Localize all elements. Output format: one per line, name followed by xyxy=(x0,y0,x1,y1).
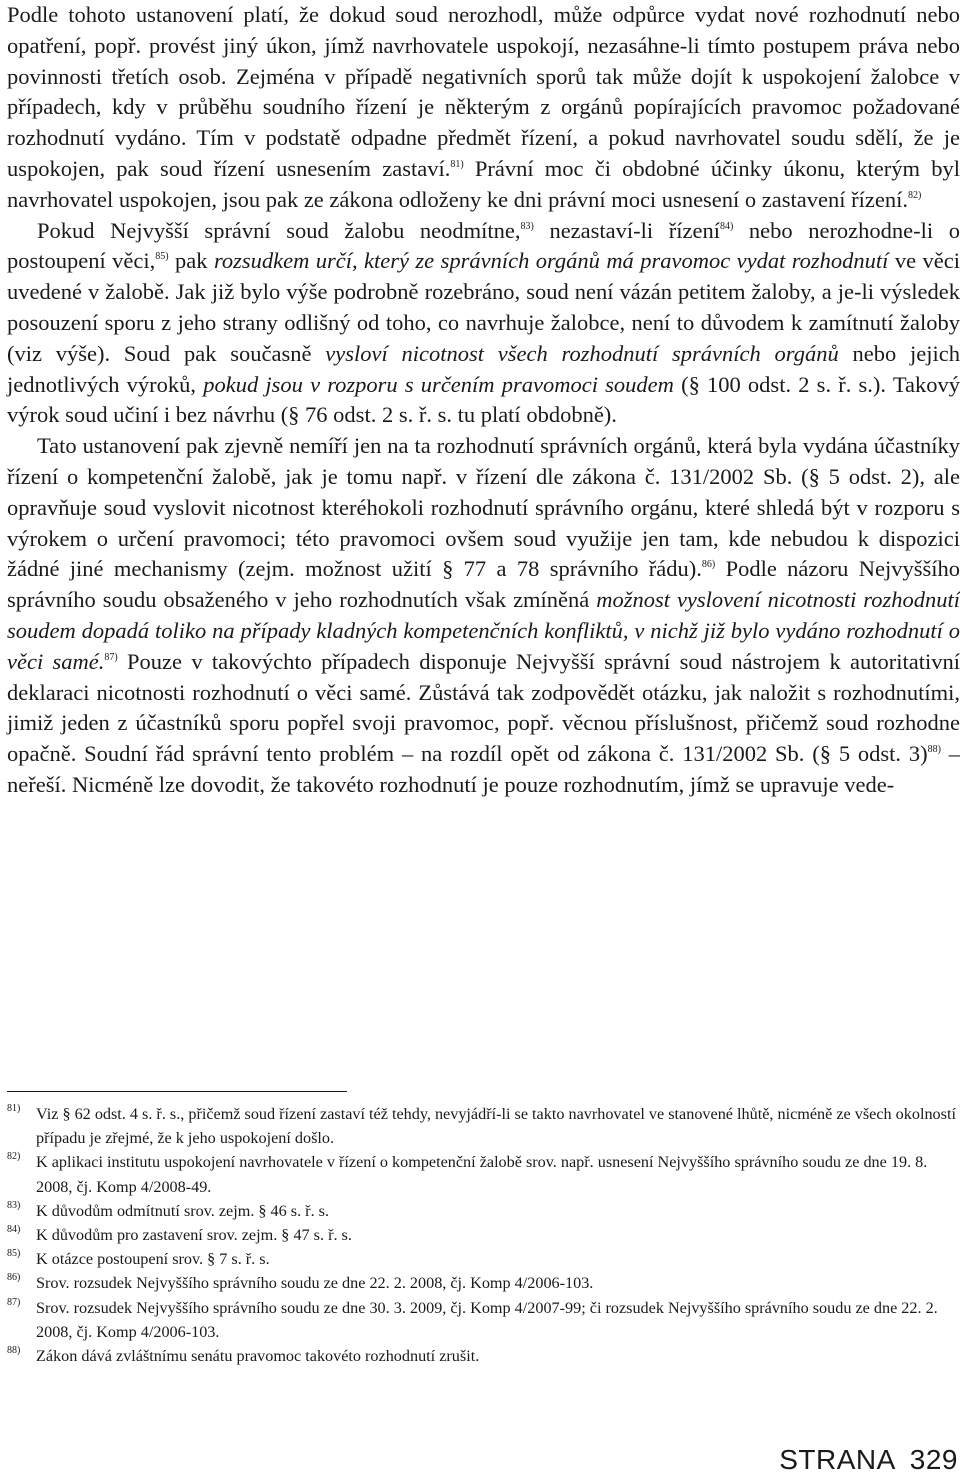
footnote-number: 81) xyxy=(7,1103,21,1114)
footnote-text: Viz § 62 odst. 4 s. ř. s., přičemž soud řízení zastaví též tehdy, nevyjádří-li se takto navrhovatel ve stanovené lhůtě, nicméně ze všech okolností případu je zřejmé, že k jeho uspokojení došlo. xyxy=(36,1105,956,1148)
paragraph-text: Podle tohoto ustanovení platí, že dokud soud nerozhodl, může odpůrce vydat nové rozhodnutí nebo opatření, popř. provést jiný úkon, jímž navrhovatele uspokojí, nezasáhne-li tímto postupem práva nebo povinnosti třetích osob. Zejména v případě negativních sporů tak může dojít k uspokojení žalobce v případech, kdy v průběhu soudního řízení je některým z orgánů popírajících pravomoc požadované rozhodnutí vydáno. Tím v podstatě odpadne předmět řízení, a pokud navrhovatel soudu sdělí, že je uspokojen, pak soud řízení usnesením zastaví. xyxy=(7,2,960,181)
footnote-text: Srov. rozsudek Nejvyššího správního soudu ze dne 22. 2. 2008, čj. Komp 4/2006-103. xyxy=(36,1274,594,1293)
footnote-number: 88) xyxy=(7,1345,21,1357)
footnote xyxy=(7,1296,960,1344)
emphasis-text: rozsudkem určí, který ze správních orgánů má pravomoc vydat rozhodnutí xyxy=(213,248,889,274)
footnote xyxy=(7,1199,960,1223)
paragraph-text: Právní moc či obdobné účinky úkonu, kterým byl navrhovatel uspokojen, jsou pak ze zákona odloženy ke dni právní moci usnesení o zastavení řízení. xyxy=(7,155,960,212)
footer-label: STRANA xyxy=(779,1444,896,1475)
paragraph xyxy=(7,216,960,432)
footnote-text: K otázce postoupení srov. § 7 s. ř. s. xyxy=(36,1250,270,1269)
footnote-text: K důvodům pro zastavení srov. zejm. § 47 s. ř. s. xyxy=(36,1226,352,1245)
footnote xyxy=(7,1223,960,1247)
paragraph-text: Pokud Nejvyšší správní soud žalobu neodmítne, xyxy=(37,217,521,243)
footnote-number: 87) xyxy=(7,1296,21,1308)
paragraph-text: pak xyxy=(168,248,214,274)
body-text xyxy=(7,0,960,801)
paragraph xyxy=(7,0,960,216)
page-number: 329 xyxy=(909,1444,958,1475)
emphasis-text: vysloví nicotnost všech rozhodnutí správních orgánů xyxy=(325,340,839,366)
paragraph-text: ve věci uvedené v žalobě. Jak již bylo výše podrobně rozebráno, soud není vázán petitem žaloby, a je-li výsledek posouzení sporu z jeho strany odlišný od toho, co navrhuje žalobce, není to důvodem k zamítnutí žaloby (viz výše). Soud pak současně xyxy=(7,248,960,366)
footnote xyxy=(7,1247,960,1271)
footnote-number: 85) xyxy=(7,1248,21,1260)
footnote-ref: 83) xyxy=(520,220,534,232)
footnote-ref: 82) xyxy=(907,189,922,201)
footnote-ref: 85) xyxy=(155,251,169,263)
paragraph-text: Pouze v takovýchto případech disponuje Nejvyšší správní soud nástrojem k autoritativní deklaraci nicotnosti rozhodnutí o věci samé. Zůstává tak zodpovědět otázku, jak naložit s rozhodnutími, jimiž jeden z účastníků sporu popřel svoji pravomoc, popř. věcnou příslušnost, přičemž soud rozhodne opačně. Soudní řád správní tento problém – na rozdíl opět od zákona č. 131/2002 Sb. (§ 5 odst. 3) xyxy=(7,648,960,767)
footnote-ref: 86) xyxy=(701,559,716,571)
footnote xyxy=(7,1344,960,1368)
paragraph-text: (§ 100 odst. 2 s. ř. s.). Takový výrok soud učiní i bez návrhu (§ 76 odst. 2 s. ř. s. tu platí obdobně). xyxy=(7,371,960,428)
footnote-ref: 88) xyxy=(927,744,941,756)
paragraph-text: nezastaví-li řízení xyxy=(533,217,720,243)
footnote-ref: 87) xyxy=(104,651,118,663)
footnote xyxy=(7,1102,960,1150)
footnote-ref: 81) xyxy=(450,158,464,170)
paragraph-text: Tato ustanovení pak zjevně nemíří jen na ta rozhodnutí správních orgánů, která byla vydána účastníky řízení o kompetenční žalobě, jak je tomu např. v řízení dle zákona č. 131/2002 Sb. (§ 5 odst. 2), ale opravňuje soud vyslovit nicotnost kteréhokoli rozhodnutí správního orgánu, které shledá být v rozporu s výrokem o určení pravomoci; této pravomoci ovšem soud využije jen tam, kde nebudou k dispozici žádné jiné mechanismy (zejm. možnost užití § 77 a 78 správního řádu). xyxy=(7,433,960,582)
page-footer xyxy=(779,1444,958,1476)
footnote-text: Srov. rozsudek Nejvyššího správního soudu ze dne 30. 3. 2009, čj. Komp 4/2007-99; či rozsudek Nejvyššího správního soudu ze dne 22. 2. 2008, čj. Komp 4/2006-103. xyxy=(36,1298,938,1341)
paragraph xyxy=(7,431,960,801)
footnote-number: 84) xyxy=(7,1224,21,1236)
emphasis-text: možnost vyslovení nicotnosti rozhodnutí soudem dopadá toliko na případy kladných kompetenčních konfliktů, v nichž již bylo vydáno rozhodnutí o věci samé. xyxy=(7,587,960,674)
footnote-number: 82) xyxy=(7,1151,21,1163)
footnote-number: 83) xyxy=(7,1199,21,1211)
footnote-number: 86) xyxy=(7,1272,21,1284)
footnote xyxy=(7,1271,960,1295)
paragraph-text: nebo jejich jednotlivých výroků, xyxy=(7,340,960,397)
footnote-text: Zákon dává zvláštnímu senátu pravomoc takovéto rozhodnutí zrušit. xyxy=(36,1347,480,1366)
paragraph-text: – neřeší. Nicméně lze dovodit, že takovéto rozhodnutí je pouze rozhodnutím, jímž se upravuje vede- xyxy=(7,741,960,797)
footnote-separator xyxy=(7,1091,347,1092)
footnote-text: K aplikaci institutu uspokojení navrhovatele v řízení o kompetenční žalobě srov. např. usnesení Nejvyššího správního soudu ze dne 19. 8. 2008, čj. Komp 4/2008-49. xyxy=(36,1153,928,1196)
paragraph-text: nebo nerozhodne-li o postoupení věci, xyxy=(7,217,960,274)
footnote xyxy=(7,1150,960,1198)
footnotes xyxy=(7,1102,960,1368)
emphasis-text: pokud jsou v rozporu s určením pravomoci soudem xyxy=(203,371,674,397)
paragraph-text: Podle názoru Nejvyššího správního soudu obsaženého v jeho rozhodnutích však zmíněná xyxy=(7,556,960,613)
footnote-ref: 84) xyxy=(719,220,734,232)
footnote-text: K důvodům odmítnutí srov. zejm. § 46 s. ř. s. xyxy=(36,1201,330,1220)
